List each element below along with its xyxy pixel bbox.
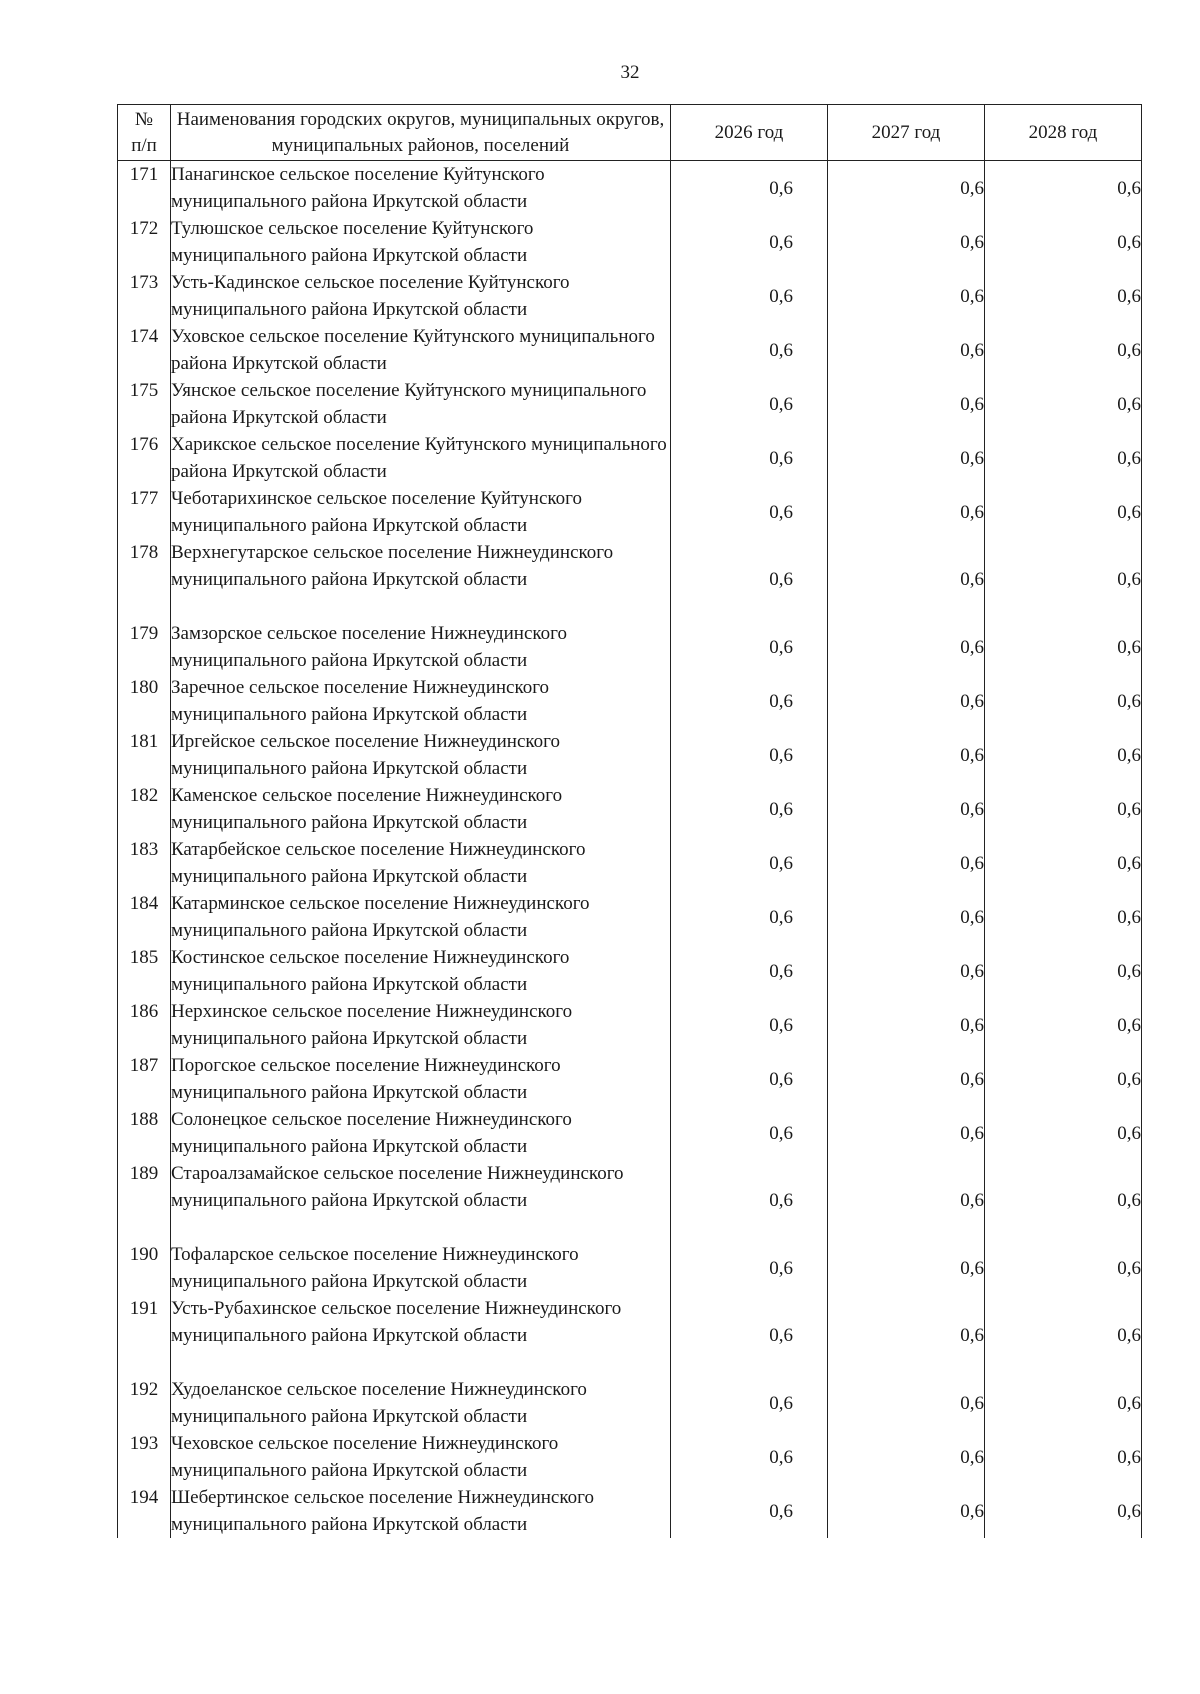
row-number: 191 [118,1295,171,1376]
row-value-2026: 0,6 [671,485,828,539]
row-value-2028: 0,6 [985,1295,1142,1376]
row-name: Порогское сельское поселение Нижнеудинского муниципального района Иркутской области [171,1052,671,1106]
table-header [118,105,1142,161]
row-name: Шебертинское сельское поселение Нижнеудинского муниципального района Иркутской области [171,1484,671,1538]
row-value-2028: 0,6 [985,1484,1142,1538]
row-value-2028: 0,6 [985,944,1142,998]
row-value-2027: 0,6 [828,1241,985,1295]
row-value-2028: 0,6 [985,215,1142,269]
table-row [118,1052,1142,1106]
row-name: Уянское сельское поселение Куйтунского муниципального района Иркутской области [171,377,671,431]
row-name: Катарминское сельское поселение Нижнеудинского муниципального района Иркутской области [171,890,671,944]
row-number: 182 [118,782,171,836]
row-value-2027: 0,6 [828,728,985,782]
table-row [118,161,1142,216]
row-name: Каменское сельское поселение Нижнеудинского муниципального района Иркутской области [171,782,671,836]
row-value-2026: 0,6 [671,998,828,1052]
row-name: Староалзамайское сельское поселение Нижнеудинского муниципального района Иркутской области [171,1160,671,1241]
row-value-2026: 0,6 [671,674,828,728]
row-value-2027: 0,6 [828,1052,985,1106]
table-row [118,1430,1142,1484]
row-value-2026: 0,6 [671,431,828,485]
row-number: 181 [118,728,171,782]
row-name: Усть-Рубахинское сельское поселение Нижнеудинского муниципального района Иркутской области [171,1295,671,1376]
table-row [118,1160,1142,1241]
row-value-2027: 0,6 [828,944,985,998]
row-value-2027: 0,6 [828,161,985,216]
header-year-2026: 2026 год [671,105,828,161]
row-name: Тулюшское сельское поселение Куйтунского муниципального района Иркутской области [171,215,671,269]
row-number: 194 [118,1484,171,1538]
row-value-2027: 0,6 [828,1295,985,1376]
row-value-2026: 0,6 [671,215,828,269]
row-value-2028: 0,6 [985,728,1142,782]
row-number: 190 [118,1241,171,1295]
row-value-2028: 0,6 [985,674,1142,728]
row-value-2027: 0,6 [828,269,985,323]
row-name: Тофаларское сельское поселение Нижнеудинского муниципального района Иркутской области [171,1241,671,1295]
row-number: 188 [118,1106,171,1160]
row-name: Иргейское сельское поселение Нижнеудинского муниципального района Иркутской области [171,728,671,782]
table-row [118,728,1142,782]
row-value-2027: 0,6 [828,215,985,269]
row-number: 177 [118,485,171,539]
row-value-2027: 0,6 [828,620,985,674]
row-name: Катарбейское сельское поселение Нижнеудинского муниципального района Иркутской области [171,836,671,890]
row-name: Верхнегутарское сельское поселение Нижнеудинского муниципального района Иркутской области [171,539,671,620]
table-row [118,1484,1142,1538]
row-number: 193 [118,1430,171,1484]
row-number: 175 [118,377,171,431]
row-name: Заречное сельское поселение Нижнеудинского муниципального района Иркутской области [171,674,671,728]
row-value-2026: 0,6 [671,1376,828,1430]
table-row [118,1376,1142,1430]
table-row [118,998,1142,1052]
row-number: 185 [118,944,171,998]
table-row [118,431,1142,485]
table-row [118,782,1142,836]
row-value-2028: 0,6 [985,1430,1142,1484]
row-value-2027: 0,6 [828,377,985,431]
row-name: Чеботарихинское сельское поселение Куйтунского муниципального района Иркутской области [171,485,671,539]
row-number: 186 [118,998,171,1052]
row-name: Уховское сельское поселение Куйтунского муниципального района Иркутской области [171,323,671,377]
table-row [118,269,1142,323]
header-name: Наименования городских округов, муниципальных округов, муниципальных районов, поселений [171,105,671,161]
row-value-2028: 0,6 [985,485,1142,539]
row-number: 184 [118,890,171,944]
row-value-2028: 0,6 [985,782,1142,836]
row-value-2026: 0,6 [671,1052,828,1106]
header-number [118,105,171,161]
row-value-2026: 0,6 [671,539,828,620]
row-name: Чеховское сельское поселение Нижнеудинского муниципального района Иркутской области [171,1430,671,1484]
row-number: 179 [118,620,171,674]
row-value-2027: 0,6 [828,890,985,944]
row-value-2028: 0,6 [985,1106,1142,1160]
table-row [118,377,1142,431]
row-value-2028: 0,6 [985,323,1142,377]
row-name: Нерхинское сельское поселение Нижнеудинского муниципального района Иркутской области [171,998,671,1052]
row-value-2026: 0,6 [671,620,828,674]
table-row [118,674,1142,728]
row-value-2027: 0,6 [828,485,985,539]
row-name: Худоеланское сельское поселение Нижнеудинского муниципального района Иркутской области [171,1376,671,1430]
table-row [118,836,1142,890]
table-body [118,161,1142,1539]
row-value-2028: 0,6 [985,539,1142,620]
row-value-2027: 0,6 [828,836,985,890]
row-number: 189 [118,1160,171,1241]
table-row [118,485,1142,539]
header-number-abbr: п/п [131,134,157,156]
row-value-2028: 0,6 [985,269,1142,323]
row-value-2026: 0,6 [671,323,828,377]
row-value-2027: 0,6 [828,1376,985,1430]
row-name: Панагинское сельское поселение Куйтунского муниципального района Иркутской области [171,161,671,216]
row-value-2028: 0,6 [985,1376,1142,1430]
allocation-table [117,104,1142,1538]
row-value-2027: 0,6 [828,539,985,620]
row-number: 176 [118,431,171,485]
table-row [118,539,1142,620]
row-value-2027: 0,6 [828,1106,985,1160]
row-number: 172 [118,215,171,269]
row-value-2026: 0,6 [671,1430,828,1484]
header-year-2028: 2028 год [985,105,1142,161]
row-name: Усть-Кадинское сельское поселение Куйтунского муниципального района Иркутской области [171,269,671,323]
row-value-2026: 0,6 [671,1241,828,1295]
table-row [118,1241,1142,1295]
row-value-2026: 0,6 [671,1106,828,1160]
row-value-2026: 0,6 [671,782,828,836]
row-value-2026: 0,6 [671,1295,828,1376]
row-value-2028: 0,6 [985,890,1142,944]
row-name: Солонецкое сельское поселение Нижнеудинского муниципального района Иркутской области [171,1106,671,1160]
row-number: 192 [118,1376,171,1430]
row-value-2027: 0,6 [828,674,985,728]
row-value-2027: 0,6 [828,323,985,377]
table-row [118,1295,1142,1376]
row-value-2026: 0,6 [671,890,828,944]
row-name: Костинское сельское поселение Нижнеудинского муниципального района Иркутской области [171,944,671,998]
row-value-2026: 0,6 [671,161,828,216]
table-row [118,215,1142,269]
row-value-2028: 0,6 [985,836,1142,890]
row-number: 171 [118,161,171,216]
row-value-2028: 0,6 [985,620,1142,674]
row-value-2028: 0,6 [985,161,1142,216]
row-number: 174 [118,323,171,377]
row-name: Замзорское сельское поселение Нижнеудинского муниципального района Иркутской области [171,620,671,674]
row-value-2028: 0,6 [985,431,1142,485]
row-number: 180 [118,674,171,728]
header-number-symbol: № [134,108,154,130]
row-value-2026: 0,6 [671,944,828,998]
row-value-2027: 0,6 [828,1160,985,1241]
row-value-2026: 0,6 [671,377,828,431]
row-value-2028: 0,6 [985,1241,1142,1295]
row-value-2026: 0,6 [671,728,828,782]
row-value-2026: 0,6 [671,836,828,890]
row-number: 187 [118,1052,171,1106]
row-value-2028: 0,6 [985,1052,1142,1106]
page-number: 32 [620,62,640,83]
row-number: 178 [118,539,171,620]
row-number: 173 [118,269,171,323]
row-value-2027: 0,6 [828,782,985,836]
table-row [118,1106,1142,1160]
row-number: 183 [118,836,171,890]
row-value-2026: 0,6 [671,1484,828,1538]
row-value-2028: 0,6 [985,1160,1142,1241]
row-value-2026: 0,6 [671,1160,828,1241]
row-value-2027: 0,6 [828,998,985,1052]
table-row [118,944,1142,998]
table-row [118,620,1142,674]
header-year-2027: 2027 год [828,105,985,161]
row-value-2027: 0,6 [828,1484,985,1538]
row-value-2027: 0,6 [828,431,985,485]
row-name: Харикское сельское поселение Куйтунского муниципального района Иркутской области [171,431,671,485]
row-value-2027: 0,6 [828,1430,985,1484]
row-value-2028: 0,6 [985,377,1142,431]
table-row [118,323,1142,377]
row-value-2028: 0,6 [985,998,1142,1052]
row-value-2026: 0,6 [671,269,828,323]
table-row [118,890,1142,944]
